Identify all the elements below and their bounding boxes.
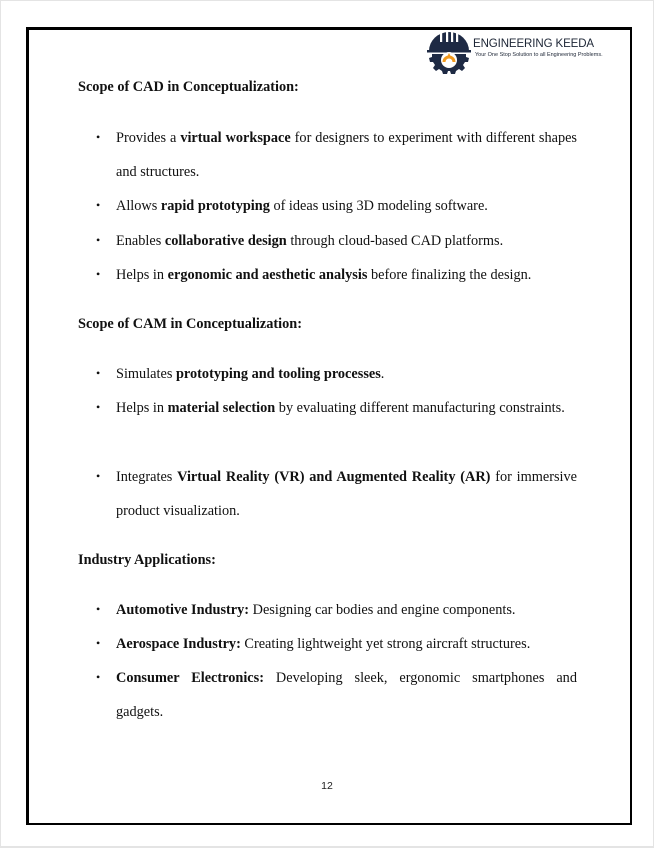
list-item-text: Aerospace Industry: Creating lightweight yet strong aircraft structures. bbox=[116, 636, 531, 652]
section-heading-cam: Scope of CAM in Conceptualization: bbox=[78, 316, 302, 332]
list-item-text: Enables collaborative design through cloud-based CAD platforms. bbox=[116, 233, 504, 249]
section-heading-industry: Industry Applications: bbox=[78, 552, 216, 568]
list-item-text: Integrates Virtual Reality (VR) and Augmented Reality (AR) for immersive product visualization. bbox=[116, 469, 578, 519]
list-item-text: Consumer Electronics: Developing sleek, ergonomic smartphones and gadgets. bbox=[116, 670, 577, 720]
bullet-icon: • bbox=[96, 366, 101, 380]
bullet-icon: • bbox=[96, 198, 101, 212]
bullet-icon: • bbox=[96, 400, 101, 414]
list-item-text: Helps in ergonomic and aesthetic analysis before finalizing the design. bbox=[116, 267, 532, 283]
page-number: 12 bbox=[321, 780, 333, 792]
brand-logo bbox=[427, 30, 627, 74]
bullet-icon: • bbox=[96, 267, 101, 281]
bullet-icon: • bbox=[96, 636, 101, 650]
bullet-icon: • bbox=[96, 469, 101, 483]
page-border-bottom-inner bbox=[26, 824, 632, 825]
bullet-icon: • bbox=[96, 602, 101, 616]
list-item-text: Allows rapid prototyping of ideas using 3D modeling software. bbox=[116, 198, 488, 214]
list-item-text: Automotive Industry: Designing car bodies and engine components. bbox=[116, 602, 516, 618]
bullet-icon: • bbox=[96, 670, 101, 684]
list-item-text: Provides a virtual workspace for designers to experiment with different shapes and structures. bbox=[116, 130, 577, 180]
bullet-icon: • bbox=[96, 130, 101, 144]
section-heading-cad: Scope of CAD in Conceptualization: bbox=[78, 79, 299, 95]
page-border-right-inner bbox=[631, 27, 632, 825]
helmet-gear-logo-icon bbox=[427, 30, 471, 74]
brand-tagline: Your One Stop Solution to all Engineering Problems. bbox=[475, 52, 603, 58]
list-item-text: Simulates prototyping and tooling processes. bbox=[116, 366, 385, 382]
bullet-icon: • bbox=[96, 233, 101, 247]
list-item-text: Helps in material selection by evaluating different manufacturing constraints. bbox=[116, 400, 565, 416]
brand-name: ENGINEERING KEEDA bbox=[473, 38, 594, 50]
